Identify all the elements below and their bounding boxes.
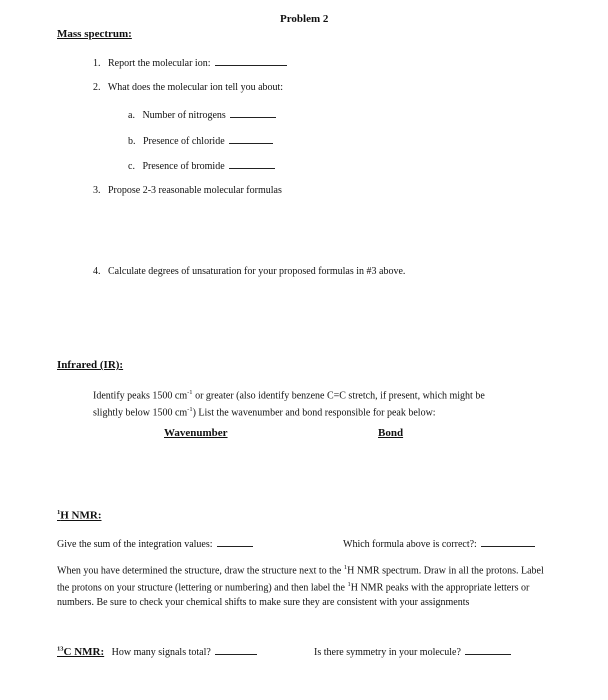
integration-sum-blank[interactable] xyxy=(217,537,253,547)
signals-total-blank[interactable] xyxy=(215,645,257,655)
question-2c xyxy=(128,159,275,172)
ir-instructions-part-2: or greater (also identify benzene C=C stretch, if present, which might be slightly below 1500 cm xyxy=(93,390,485,419)
bond-column-header: Bond xyxy=(378,427,404,439)
question-3-text: Propose 2-3 reasonable molecular formulas xyxy=(108,185,282,196)
correct-formula-blank[interactable] xyxy=(481,537,535,547)
ir-instructions xyxy=(93,386,493,421)
symmetry-prompt xyxy=(314,645,511,658)
question-2b-letter: b. xyxy=(128,136,136,147)
c-nmr-row xyxy=(57,645,257,658)
symmetry-label: Is there symmetry in your molecule? xyxy=(314,647,461,658)
mass-spectrum-heading: Mass spectrum: xyxy=(57,28,132,40)
ir-instructions-part-3: ) List the wavenumber and bond responsible for peak below: xyxy=(192,407,436,419)
question-2b-text: Presence of chloride xyxy=(143,136,225,147)
question-1 xyxy=(93,56,287,69)
integration-sum-label: Give the sum of the integration values: xyxy=(57,539,213,550)
question-3 xyxy=(93,185,282,196)
h-nmr-instructions xyxy=(57,561,552,610)
nitrogens-answer-blank[interactable] xyxy=(230,108,276,118)
question-2c-letter: c. xyxy=(128,161,135,172)
c-nmr-heading xyxy=(57,646,104,658)
question-1-text: Report the molecular ion: xyxy=(108,58,211,69)
question-2-text: What does the molecular ion tell you about: xyxy=(107,82,284,93)
question-2b xyxy=(128,134,273,147)
c-nmr-heading-superscript: 13 xyxy=(57,645,64,653)
ir-instructions-part-1: Identify peaks 1500 cm xyxy=(93,390,188,402)
page-title: Problem 2 xyxy=(280,13,329,25)
question-2a-letter: a. xyxy=(128,110,135,121)
question-2-number: 2. xyxy=(93,82,101,93)
correct-formula-label: Which formula above is correct?: xyxy=(343,539,477,550)
question-4 xyxy=(93,266,405,277)
correct-formula-prompt xyxy=(343,537,535,550)
wavenumber-column-header: Wavenumber xyxy=(164,427,228,439)
question-4-text: Calculate degrees of unsaturation for your proposed formulas in #3 above. xyxy=(108,266,406,277)
signals-total-label: How many signals total? xyxy=(111,647,211,658)
question-1-number: 1. xyxy=(93,58,101,69)
h-nmr-heading-superscript: 1 xyxy=(57,509,61,516)
bromide-answer-blank[interactable] xyxy=(229,159,275,169)
ir-superscript-1: -1 xyxy=(187,389,193,396)
h-nmr-heading-text: H NMR: xyxy=(60,509,102,522)
h-nmr-instructions-part-3: H NMR peaks with the appropriate letters or numbers. Be sure to check your chemical shifts to make sure they are consistent with your assignments xyxy=(57,582,530,608)
ir-superscript-2: -1 xyxy=(187,406,193,414)
question-3-number: 3. xyxy=(93,185,101,196)
question-2a xyxy=(128,108,276,121)
molecular-ion-answer-blank[interactable] xyxy=(215,56,287,66)
h-nmr-instructions-part-2: H NMR spectrum. Draw in all the protons. Label the protons on your structure (lettering or numbering) and then label the xyxy=(57,565,544,594)
integration-sum-prompt xyxy=(57,537,253,550)
h-nmr-instructions-part-1: When you have determined the structure, draw the structure next to the xyxy=(57,565,344,577)
h-nmr-instructions-superscript-1: 1 xyxy=(343,564,348,571)
h-nmr-instructions-superscript-2: 1 xyxy=(347,581,351,589)
question-2c-text: Presence of bromide xyxy=(142,161,225,172)
chloride-answer-blank[interactable] xyxy=(229,134,273,144)
h-nmr-heading xyxy=(57,509,102,522)
question-4-number: 4. xyxy=(93,266,101,277)
question-2 xyxy=(93,82,283,93)
infrared-heading: Infrared (IR): xyxy=(57,359,124,371)
c-nmr-heading-text: C NMR: xyxy=(63,646,105,658)
symmetry-blank[interactable] xyxy=(465,645,511,655)
question-2a-text: Number of nitrogens xyxy=(142,110,226,121)
